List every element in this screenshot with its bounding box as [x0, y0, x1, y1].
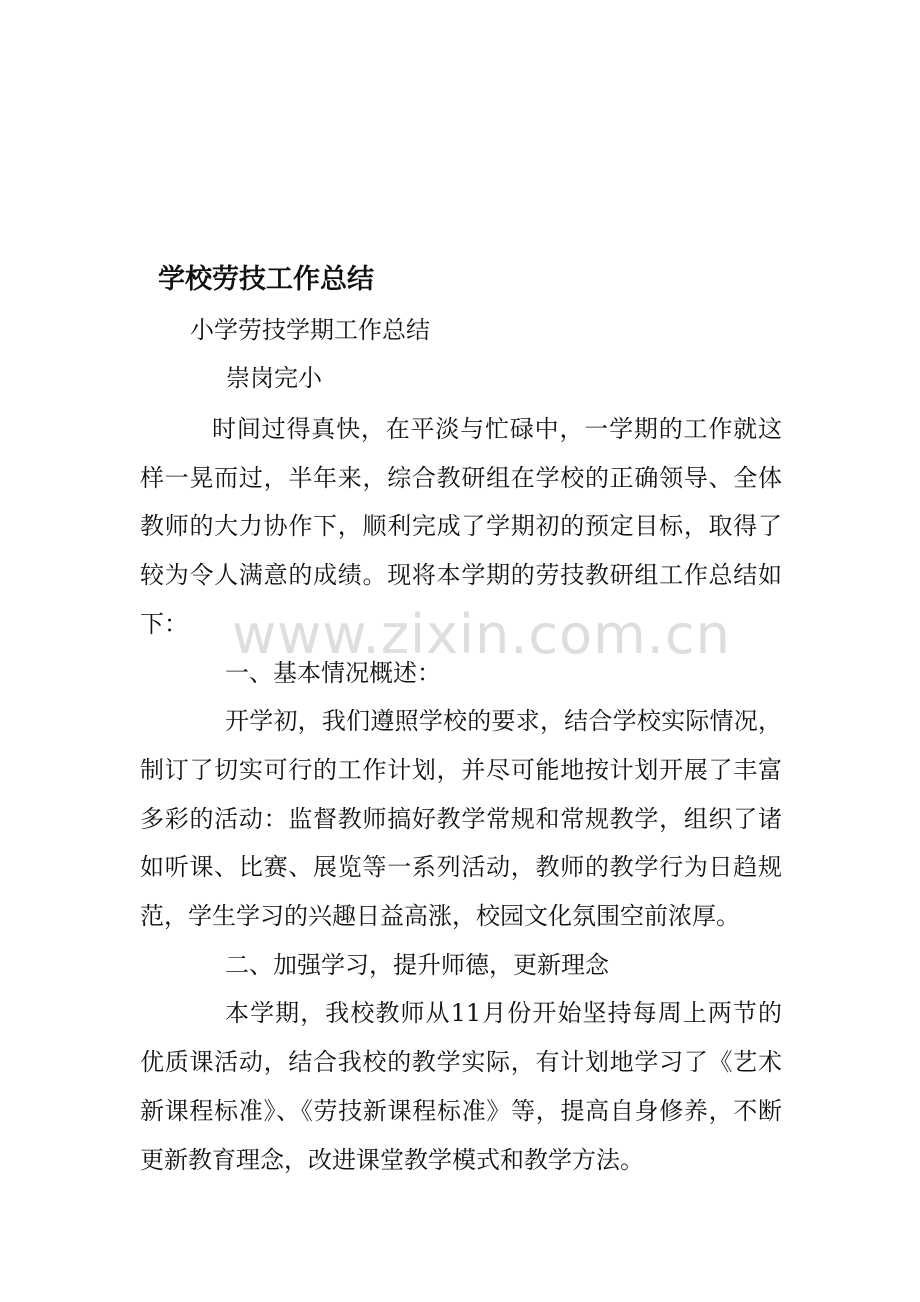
section-heading-2: 二、加强学习，提升师德，更新理念	[225, 950, 609, 979]
watermark-text: www.zixin.com.cn	[232, 603, 731, 666]
paragraph-intro: 时间过得真快，在平淡与忙碌中，一学期的工作就这样一晃而过，半年来，综合教研组在学校的正确领导、全体教师的大力协作下，顺利完成了学期初的预定目标，取得了较为令人满意的成绩。现将本学期的劳技教研组工作总结如下：	[140, 415, 782, 638]
document-subtitle: 小学劳技学期工作总结	[190, 316, 430, 344]
paragraph-study: 本学期，我校教师从11月份开始坚持每周上两节的优质课活动，结合我校的教学实际，有计划地学习了《艺术新课程标准》、《劳技新课程标准》等，提高自身修养，不断更新教育理念，改进课堂教学模式和教学方法。	[140, 999, 782, 1174]
school-name: 崇岗完小	[226, 364, 322, 392]
document-title: 学校劳技工作总结	[158, 264, 374, 295]
paragraph-overview: 开学初，我们遵照学校的要求，结合学校实际情况，制订了切实可行的工作计划，并尽可能地按计划开展了丰富多彩的活动：监督教师搞好教学常规和常规教学，组织了诸如听课、比赛、展览等一系列活动，教师的教学行为日趋规范，学生学习的兴趣日益高涨，校园文化氛围空前浓厚。	[140, 707, 782, 931]
document-body	[140, 405, 782, 1184]
section-heading-1: 一、基本情况概述：	[225, 658, 441, 687]
